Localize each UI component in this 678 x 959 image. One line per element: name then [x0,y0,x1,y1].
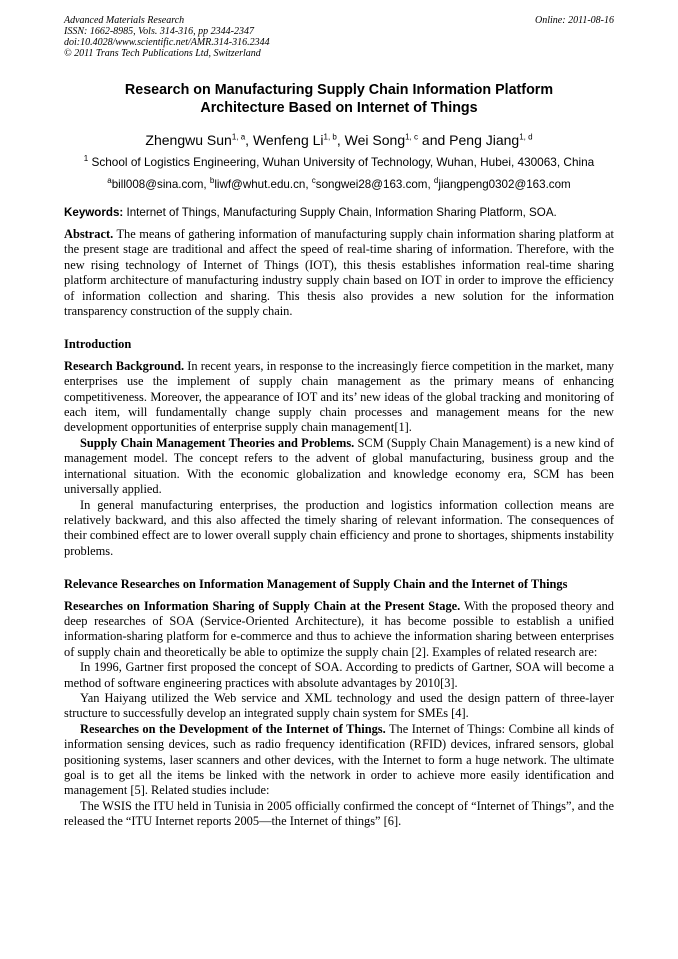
email-superscript: c [311,176,316,186]
email-superscript: d [433,176,439,186]
email-address: jiangpeng0302@163.com [438,178,571,191]
author-list [64,131,614,149]
journal-header [64,15,614,59]
relevance-paragraph-4 [64,722,614,799]
affiliation [64,154,614,170]
relevance-paragraph-1 [64,599,614,661]
author-separator: , [336,132,345,148]
intro-paragraph-2 [64,436,614,498]
relevance-paragraph-3: Yan Haiyang utilized the Web service and XML technology and used the design pattern of three-layer structure to successfully develop an integrated supply chain system for SMEs [4]. [64,690,614,721]
keywords [64,205,614,220]
abstract [64,227,614,319]
section-heading-relevance: Relevance Researches on Information Management of Supply Chain and the Internet of Things [64,577,568,592]
paragraph-label: Research Background. [64,358,185,373]
author-separator: and [418,132,450,148]
affiliation-superscript: 1 [83,154,89,164]
affiliation-text: School of Logistics Engineering, Wuhan University of Technology, Wuhan, Hubei, 430063, China [88,155,595,169]
email-address: liwf@whut.edu.cn, [214,178,312,191]
copyright-line: © 2011 Trans Tech Publications Ltd, Switzerland [64,48,261,59]
email-list [64,177,614,193]
issn-line: ISSN: 1662-8985, Vols. 314-316, pp 2344-2347 [64,26,254,37]
relevance-paragraph-5: The WSIS the ITU held in Tunisia in 2005 officially confirmed the concept of “Internet of Things”, and the released the “ITU Internet reports 2005—the Internet of things” [6]. [64,798,614,829]
paragraph-label: Researches on Information Sharing of Supply Chain at the Present Stage. [64,598,461,613]
intro-paragraph-1 [64,359,614,436]
abstract-text: The means of gathering information of manufacturing supply chain information sharing platform at the present stage are traditional and affect the speed of real-time sharing of information. Therefore, with the new rising technology of Internet of Things (IOT), this thesis establishes information real-time sharing platform architecture of manufacturing industry supply chain based on IOT in order to improve the efficiency of information collection and sharing. This thesis also provides a new solution for the information transparency construction of the supply chain. [64,227,614,319]
author-name: Wei Song [344,132,406,148]
author-superscript: 1, c [405,132,419,142]
abstract-label: Abstract. [64,227,114,241]
email-superscript: a [107,176,112,186]
paper-page [64,15,614,830]
intro-paragraph-3: In general manufacturing enterprises, the production and logistics information collection means are relatively backward, and this also affected the timely sharing of relevant information. The consequences of their combined effect are to lower overall supply chain efficiency and prone to shortages, shipments instability problems. [64,497,614,558]
journal-name: Advanced Materials Research [64,15,185,26]
author-name: Peng Jiang [449,132,520,148]
paragraph-text: The Internet of Things: Combine all kinds of information sensing devices, such as radio frequency identification (RFID) devices, infrared sensors, global positioning systems, laser scanners and other devices, with the Internet to form a huge network. The ultimate goal is to get all the items be linked with the network in order to achieve more easily identification and management [5]. Related studies include: [64,721,614,798]
email-address: songwei28@163.com, [315,178,434,191]
paragraph-label: Researches on the Development of the Internet of Things. [80,721,386,736]
author-superscript: 1, b [323,132,337,142]
title-line-1: Research on Manufacturing Supply Chain Information Platform [124,82,554,98]
relevance-paragraph-2: In 1996, Gartner first proposed the concept of SOA. According to predicts of Gartner, SOA will become a method of software engineering practices with absolute advantages by 2010[3]. [64,660,614,690]
paragraph-text: With the proposed theory and deep researches of SOA (Service-Oriented Architecture), it has become possible to establish a unified information-sharing platform for e-commerce and thus to achieve the information sharing between enterprises of supply chain and theoretically be able to optimize the supply chain [2]. Examples of related research are: [64,598,614,659]
email-address: bill008@sina.com, [111,178,210,191]
paper-title [64,81,614,117]
doi-line: doi:10.4028/www.scientific.net/AMR.314-316.2344 [64,37,270,48]
paragraph-text: In recent years, in response to the increasingly fierce competition in the market, many enterprises use the implement of supply chain management as the primary means of enhancing competitiveness. Moreover, the appearance of IOT and its’ new ideas of the global tracking and monitoring of each item, will fundamentally change supply chain processes and management means for the new development opportunities of enterprise supply chain management[1]. [64,358,614,435]
author-name: Zhengwu Sun [145,132,232,148]
paragraph-label: Supply Chain Management Theories and Problems. [80,435,355,450]
section-heading-introduction: Introduction [64,337,132,352]
keywords-text: Internet of Things, Manufacturing Supply Chain, Information Sharing Platform, SOA. [123,206,557,219]
author-name: Wenfeng Li [252,132,324,148]
keywords-label: Keywords: [64,206,124,219]
author-superscript: 1, d [519,132,533,142]
author-superscript: 1, a [231,132,246,142]
online-date: Online: 2011-08-16 [535,15,614,26]
email-superscript: b [209,176,215,186]
title-line-2: Architecture Based on Internet of Things [200,100,478,116]
author-separator: , [245,132,253,148]
paragraph-text: SCM (Supply Chain Management) is a new kind of management model. The concept refers to the advent of global manufacturing, business group and the international situation. With the economic globalization and knowledge economy era, SCM has been universally applied. [64,435,614,497]
